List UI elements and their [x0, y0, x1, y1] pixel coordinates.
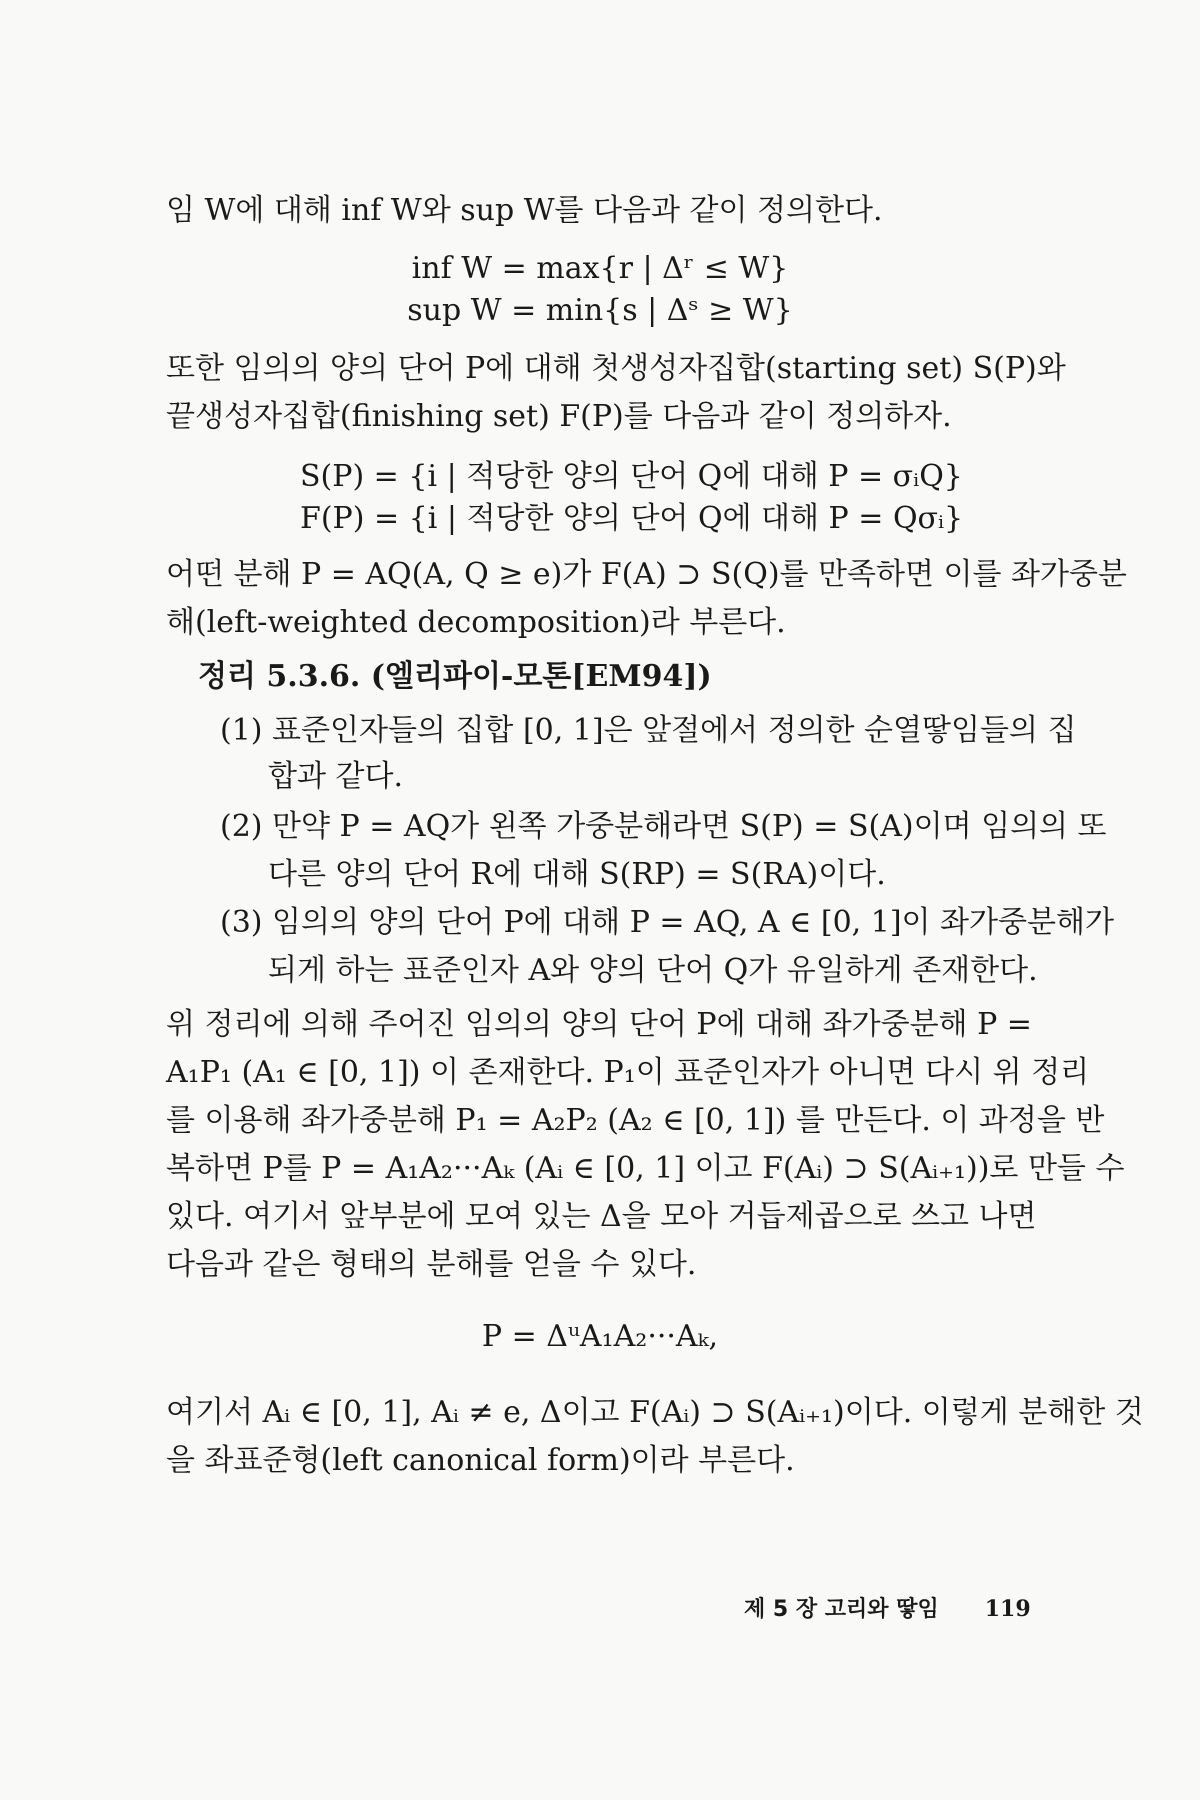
theorem-item-2: (2) 만약 P = AQ가 왼쪽 가중분해라면 S(P) = S(A)이며 임의의 또: [220, 809, 1107, 844]
equation-start-set: S(P) = {i | 적당한 양의 단어 Q에 대해 P = σᵢQ}: [300, 459, 963, 494]
text-line: 있다. 여기서 앞부분에 모여 있는 Δ을 모아 거듭제곱으로 쓰고 나면: [166, 1199, 1037, 1234]
page-number: 119: [984, 1596, 1031, 1622]
theorem-item-3: (3) 임의의 양의 단어 P에 대해 P = AQ, A ∈ [0, 1]이 좌가중분해가: [220, 905, 1114, 940]
text-line: 끝생성자집합(finishing set) F(P)를 다음과 같이 정의하자.: [166, 399, 952, 434]
text-line: A₁P₁ (A₁ ∈ [0, 1]) 이 존재한다. P₁이 표준인자가 아니면 다시 위 정리: [166, 1055, 1090, 1090]
equation-canonical: P = ΔᵘA₁A₂···Aₖ,: [481, 1319, 719, 1354]
chapter-title: 제 5 장 고리와 땋임: [744, 1597, 939, 1622]
theorem-item-3-cont: 되게 하는 표준인자 A와 양의 단어 Q가 유일하게 존재한다.: [268, 953, 1038, 988]
text-line: 또한 임의의 양의 단어 P에 대해 첫생성자집합(starting set) S(P)와: [166, 351, 1066, 386]
text-line: 어떤 분해 P = AQ(A, Q ≥ e)가 F(A) ⊃ S(Q)를 만족하면 이를 좌가중분: [166, 557, 1127, 592]
equation-finish-set: F(P) = {i | 적당한 양의 단어 Q에 대해 P = Qσᵢ}: [300, 501, 964, 536]
page-footer: [744, 1592, 1031, 1623]
text-line: 임 W에 대해 inf W와 sup W를 다음과 같이 정의한다.: [166, 193, 883, 228]
theorem-heading: 정리 5.3.6. (엘리파이-모톤[EM94]): [198, 659, 712, 694]
equation-inf: inf W = max{r | Δʳ ≤ W}: [411, 251, 789, 286]
theorem-item-1-cont: 합과 같다.: [268, 759, 403, 794]
text-line: 다음과 같은 형태의 분해를 얻을 수 있다.: [166, 1247, 697, 1282]
text-line: 위 정리에 의해 주어진 임의의 양의 단어 P에 대해 좌가중분해 P =: [166, 1007, 1032, 1042]
text-line: 해(left-weighted decomposition)라 부른다.: [166, 605, 786, 640]
theorem-item-2-cont: 다른 양의 단어 R에 대해 S(RP) = S(RA)이다.: [268, 857, 886, 892]
theorem-item-1: (1) 표준인자들의 집합 [0, 1]은 앞절에서 정의한 순열땋임들의 집: [220, 713, 1077, 748]
text-line: 여기서 Aᵢ ∈ [0, 1], Aᵢ ≠ e, Δ이고 F(Aᵢ) ⊃ S(Aᵢ₊₁)이다. 이렇게 분해한 것: [166, 1395, 1144, 1430]
text-line: 복하면 P를 P = A₁A₂···Aₖ (Aᵢ ∈ [0, 1] 이고 F(Aᵢ) ⊃ S(Aᵢ₊₁))로 만들 수: [166, 1151, 1125, 1186]
text-line: 을 좌표준형(left canonical form)이라 부른다.: [166, 1443, 795, 1478]
text-line: 를 이용해 좌가중분해 P₁ = A₂P₂ (A₂ ∈ [0, 1]) 를 만든다. 이 과정을 반: [166, 1103, 1105, 1138]
equation-sup: sup W = min{s | Δˢ ≥ W}: [407, 293, 793, 328]
